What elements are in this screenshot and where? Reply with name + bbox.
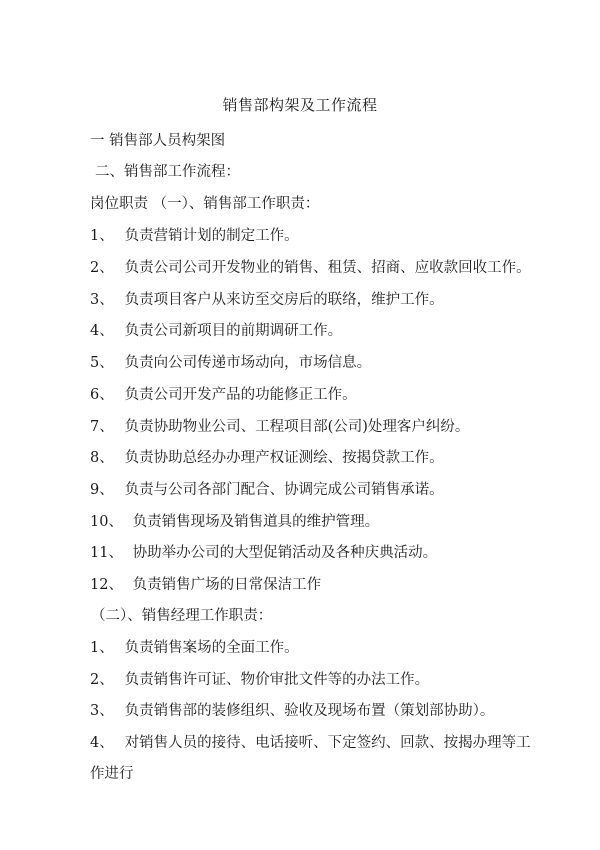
list-item: [90, 418, 469, 436]
list-item: [90, 227, 299, 245]
list-item: [90, 291, 444, 309]
item-number: 5、: [90, 355, 114, 371]
item-text: 负责项目客户从来访至交房后的联络，维护工作。: [124, 292, 444, 308]
item-text: 协助举办公司的大型促销活动及各种庆典活动。: [132, 545, 438, 561]
list-item: [90, 639, 299, 657]
item-number: 9、: [90, 482, 114, 498]
list-item: [90, 449, 444, 467]
list-item: [90, 354, 371, 372]
item-number: 1、: [90, 640, 114, 656]
continuation-text: 作进行: [90, 766, 134, 782]
item-number: 11、: [90, 545, 123, 561]
item-text: 负责协助总经办办理产权证测绘、按揭贷款工作。: [124, 450, 444, 466]
item-number: 4、: [90, 323, 114, 339]
section2-heading: （二）、销售经理工作职责：: [91, 608, 273, 624]
item-text: 负责销售广场的日常保洁工作: [132, 577, 322, 593]
item-text: 负责与公司各部门配合、协调完成公司销售承诺。: [124, 482, 444, 498]
item-text: 负责公司新项目的前期调研工作。: [124, 323, 343, 339]
item-number: 3、: [90, 703, 114, 719]
item-number: 3、: [90, 292, 114, 308]
item-text: 负责向公司传递市场动向，市场信息。: [124, 355, 372, 371]
list-item: [90, 481, 444, 499]
item-text: 负责销售许可证、物价审批文件等的办法工作。: [124, 672, 430, 688]
item-number: 4、: [90, 735, 114, 751]
section1-heading: 岗位职责 （一）、销售部工作职责：: [90, 196, 320, 212]
heading-workflow: 二、销售部工作流程：: [95, 164, 240, 180]
item-number: 1、: [90, 228, 114, 244]
item-number: 6、: [90, 387, 114, 403]
item-text: 负责公司公司开发物业的销售、租赁、招商、应收款回收工作。: [124, 260, 531, 276]
list-item: [90, 576, 321, 594]
list-item: [90, 702, 494, 720]
list-item: [90, 386, 357, 404]
item-number: 2、: [90, 672, 114, 688]
list-item: [90, 322, 342, 340]
item-text: 负责销售案场的全面工作。: [124, 640, 299, 656]
item-number: 10、: [90, 514, 123, 530]
item-text: 负责销售部的装修组织、验收及现场布置（策划部协助）。: [124, 703, 495, 719]
list-item: [90, 544, 437, 562]
list-item: [90, 259, 531, 277]
item-text: 负责销售现场及销售道具的维护管理。: [132, 514, 380, 530]
document-title: 销售部构架及工作流程: [222, 96, 378, 114]
item-text: 负责协助物业公司、工程项目部(公司)处理客户纠纷。: [124, 419, 470, 435]
item-text: 对销售人员的接待、电话接听、下定签约、回款、按揭办理等工: [124, 735, 531, 751]
item-text: 负责营销计划的制定工作。: [124, 228, 299, 244]
item-text: 负责公司开发产品的功能修正工作。: [124, 387, 357, 403]
list-item: [90, 513, 379, 531]
list-item: [90, 734, 531, 752]
heading-org-chart: 一 销售部人员构架图: [90, 133, 226, 149]
item-number: 8、: [90, 450, 114, 466]
item-number: 12、: [90, 577, 123, 593]
list-item: [90, 671, 429, 689]
item-number: 7、: [90, 419, 114, 435]
item-number: 2、: [90, 260, 114, 276]
